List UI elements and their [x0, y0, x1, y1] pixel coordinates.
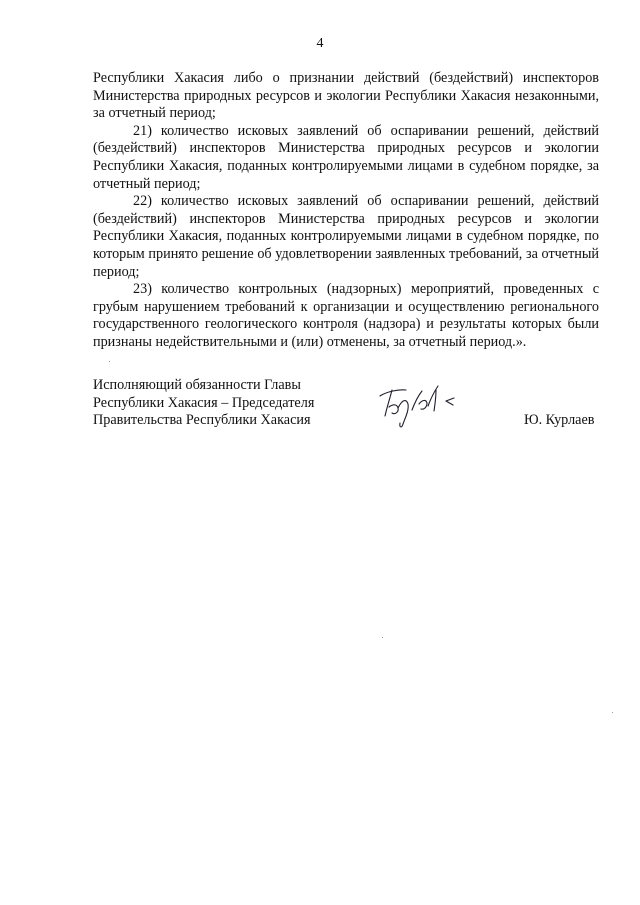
paragraph-item-21: 21) количество исковых заявлений об оспаривании решений, действий (бездействий) инспекторов Министерства природных ресурсов и экологии Республики Хакасия, поданных контролируемыми лицами в судебном порядке, за отчетный период;	[93, 122, 599, 192]
paragraph-continuation: Республики Хакасия либо о признании действий (бездействий) инспекторов Министерства природных ресурсов и экологии Республики Хакасия незаконными, за отчетный период;	[93, 70, 599, 122]
signature-position-line: Республики Хакасия – Председателя	[93, 394, 315, 411]
handwritten-signature	[376, 380, 460, 430]
signatory-name: Ю. Курлаев	[524, 412, 595, 428]
scan-speck	[612, 712, 613, 713]
paragraph-item-22: 22) количество исковых заявлений об оспаривании решений, действий (бездействий) инспекторов Министерства природных ресурсов и экологии Республики Хакасия, поданных контролируемыми лицами в судебном порядке, по которым принято решение об удовлетворении заявленных требований, за отчетный период;	[93, 193, 599, 280]
document-body	[93, 70, 599, 352]
scan-speck	[382, 637, 383, 638]
signature-position	[93, 377, 314, 430]
scan-speck	[109, 361, 110, 362]
signature-position-line: Исполняющий обязанности Главы	[93, 377, 301, 393]
page-number: 4	[316, 36, 324, 51]
signature-position-line: Правительства Республики Хакасия	[93, 412, 311, 429]
paragraph-item-23: 23) количество контрольных (надзорных) мероприятий, проведенных с грубым нарушением требований к организации и осуществлению регионального государственного геологического контроля (надзора) и результаты которых были признаны недействительными и (или) отменены, за отчетный период.».	[93, 281, 599, 350]
